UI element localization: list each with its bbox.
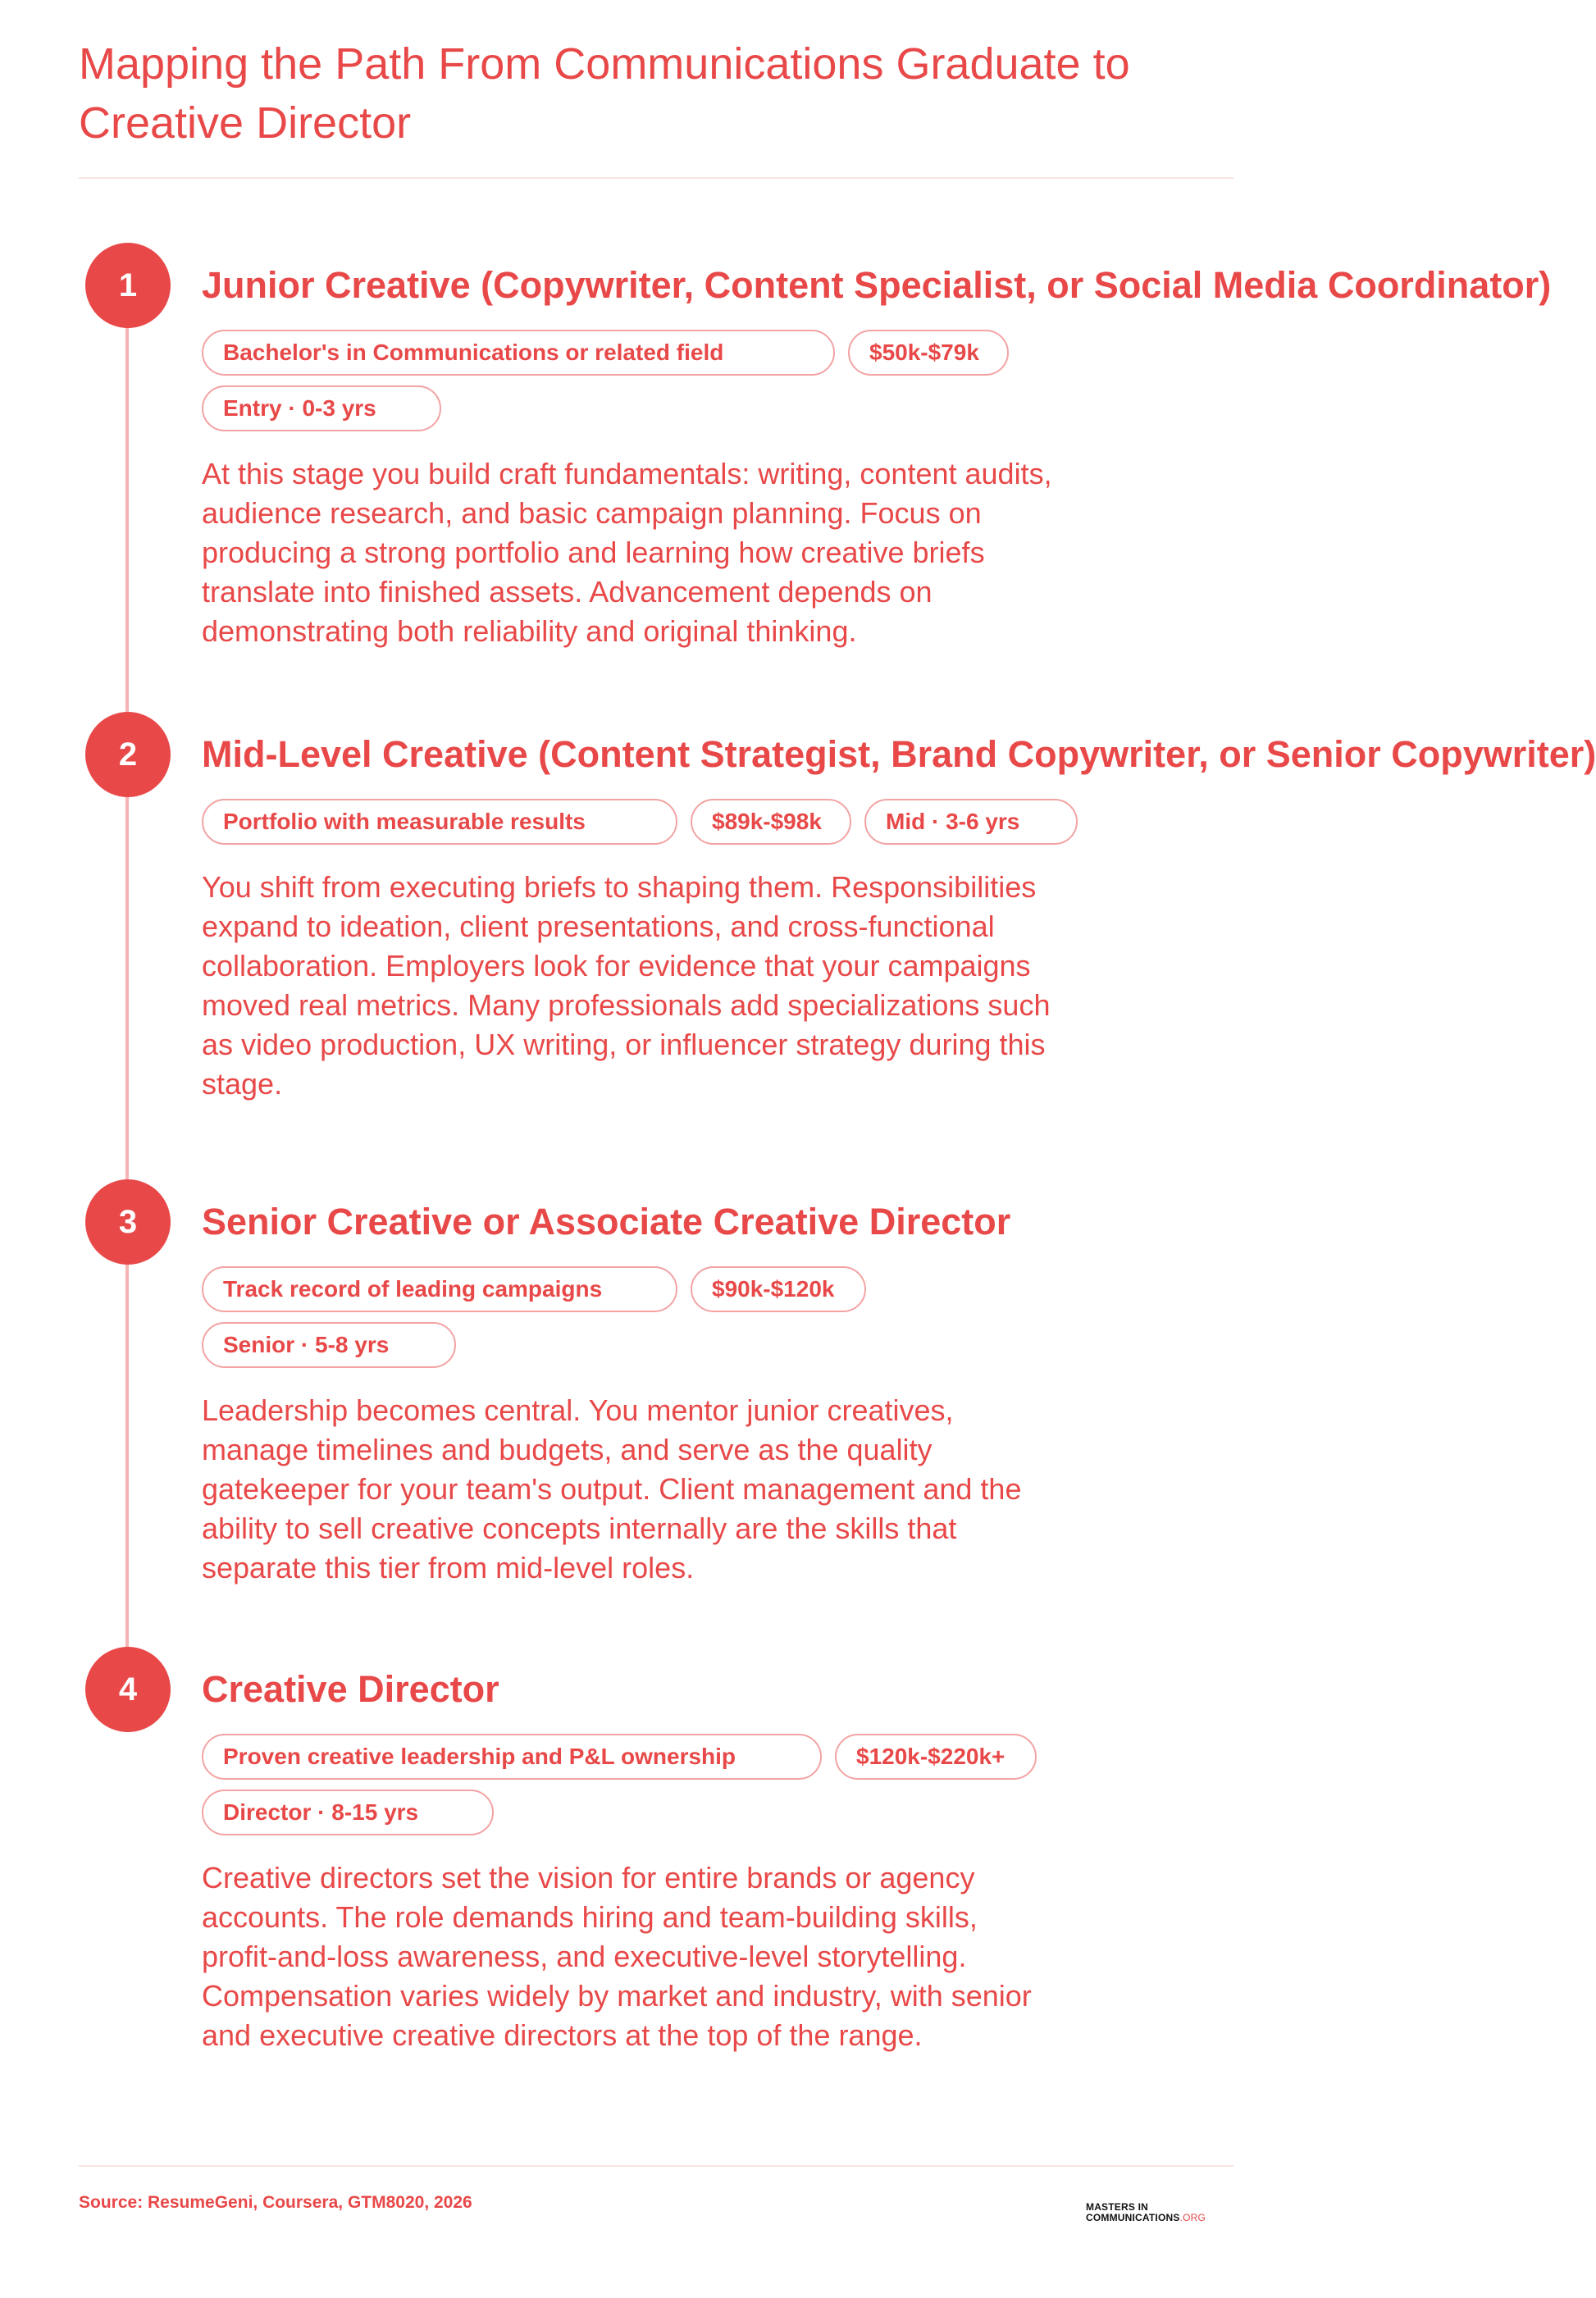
step-number-badge: 4 [85,1647,171,1732]
experience-badge: Director · 8-15 yrs [202,1790,494,1835]
header-divider [79,177,1233,179]
step-description: At this stage you build craft fundamentals: writing, content audits, audience research, and basic campaign planning. Focus on producing a strong portfolio and learning how creative briefs translate into finished assets. Advancement depends on demonstrating both reliability and original thinking. [202,457,1052,648]
experience-badge: Mid · 3-6 yrs [864,799,1078,845]
requirement-badge: Bachelor's in Communications or related field [202,330,835,376]
footer-divider [79,2165,1233,2167]
step-title: Junior Creative (Copywriter, Content Specialist, or Social Media Coordinator) [202,264,1552,306]
step-badges [202,1266,1120,1368]
step-title: Mid-Level Creative (Content Strategist, Brand Copywriter, or Senior Copywriter) [202,733,1596,775]
step-title: Senior Creative or Associate Creative Director [202,1201,1011,1242]
step-badges [202,1734,1120,1835]
step-number-badge: 2 [85,712,171,797]
requirement-badge: Proven creative leadership and P&L ownership [202,1734,822,1780]
logo-word: COMMUNICATIONS [1086,2212,1180,2223]
logo-suffix: .ORG [1179,2212,1206,2223]
salary-badge: $50k-$79k [848,330,1009,376]
brand-logo [1086,2202,1230,2223]
step-badges [202,799,1120,845]
salary-badge: $89k-$98k [691,799,851,845]
step-description: Leadership becomes central. You mentor junior creatives, manage timelines and budgets, and serve as the quality gatekeeper for your team's output. Client management and the ability to sell creative concepts internally are the skills that separate this tier from mid-level roles. [202,1393,1022,1584]
step-number-badge: 3 [85,1179,171,1265]
step-content [202,1665,1312,2055]
requirement-badge: Track record of leading campaigns [202,1266,677,1312]
salary-badge: $90k-$120k [691,1266,866,1312]
page-title: Mapping the Path From Communications Graduate to Creative Director [79,39,1130,148]
step-description: Creative directors set the vision for entire brands or agency accounts. The role demands hiring and team-building skills, profit-and-loss awareness, and executive-level storytelling. Compensation varies widely by market and industry, with senior and executive creative directors at the top of the range. [202,1861,1032,2052]
logo-line-1: MASTERS IN [1086,2201,1149,2213]
requirement-badge: Portfolio with measurable results [202,799,677,845]
source-note: Source: ResumeGeni, Coursera, GTM8020, 2026 [79,2193,472,2212]
step-content [202,730,1596,1104]
experience-badge: Senior · 5-8 yrs [202,1322,456,1368]
salary-badge: $120k-$220k+ [835,1734,1037,1780]
step-content [202,261,1552,651]
step-description: You shift from executing briefs to shaping them. Responsibilities expand to ideation, client presentations, and cross-functional collaboration. Employers look for evidence that your campaigns moved real metrics. Many professionals add specializations such as video production, UX writing, or influencer strategy during this stage. [202,870,1051,1101]
timeline-line [125,287,129,1689]
logo-line-2 [1086,2213,1230,2223]
step-content [202,1197,1312,1588]
experience-badge: Entry · 0-3 yrs [202,385,441,431]
step-badges [202,330,1120,431]
step-title: Creative Director [202,1668,499,1710]
step-number-badge: 1 [85,243,171,328]
